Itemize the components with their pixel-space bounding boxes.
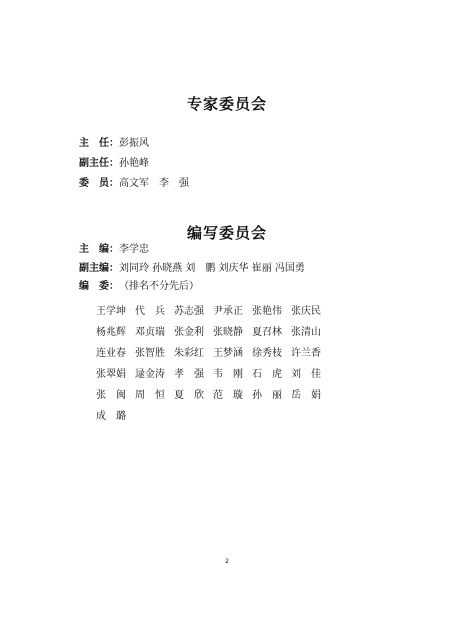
- member-name: 张晓静: [213, 327, 243, 338]
- member-name: 孝 强: [174, 369, 204, 380]
- member-name: 夏 欣: [174, 390, 204, 401]
- editorial-committee-title: 编写委员会: [186, 224, 267, 242]
- member-name: 岳 娟: [291, 390, 321, 401]
- member-name: 张智胜: [135, 348, 165, 359]
- editorial-board-label: 编 委：: [79, 281, 119, 292]
- members-row: [96, 320, 336, 341]
- member-name: 张庆民: [291, 306, 321, 317]
- expert-members-label: 委 员：: [79, 178, 119, 189]
- expert-members-row: [79, 177, 189, 191]
- members-row: [96, 341, 336, 362]
- member-name: 韦 刚: [213, 369, 243, 380]
- editorial-board-row: [79, 280, 199, 294]
- member-name: 代 兵: [135, 306, 165, 317]
- member-name: 徐秀枝: [252, 348, 282, 359]
- editor-in-chief-row: [79, 243, 149, 257]
- editor-in-chief-value: 李学忠: [119, 244, 149, 255]
- expert-director-row: [79, 137, 149, 151]
- member-name: 王学坤: [96, 306, 126, 317]
- member-name: 尹承正: [213, 306, 243, 317]
- member-name: 苏志强: [174, 306, 204, 317]
- members-row: [96, 299, 336, 320]
- member-name: 邓贞瑞: [135, 327, 165, 338]
- expert-director-value: 彭振风: [119, 138, 149, 149]
- member-name: 许兰香: [291, 348, 321, 359]
- expert-deputy-label: 副主任：: [79, 158, 119, 169]
- members-row: [96, 383, 336, 404]
- members-row: [96, 362, 336, 383]
- member-name: 周 恒: [135, 390, 165, 401]
- editor-in-chief-label: 主 编：: [79, 244, 119, 255]
- member-name: 夏召林: [252, 327, 282, 338]
- member-name: 杨兆辉: [96, 327, 126, 338]
- member-name: 石 虎: [252, 369, 282, 380]
- editorial-board-note: （排名不分先后）: [119, 281, 199, 292]
- members-row: [96, 404, 336, 425]
- deputy-editors-label: 副主编：: [79, 263, 119, 274]
- member-name: 张清山: [291, 327, 321, 338]
- member-name: 连业春: [96, 348, 126, 359]
- expert-members-value: 高文军 李 强: [119, 178, 189, 189]
- deputy-editors-row: [79, 262, 305, 276]
- member-name: 刘 佳: [291, 369, 321, 380]
- member-name: 范 璇: [213, 390, 243, 401]
- member-name: 朱彩红: [174, 348, 204, 359]
- deputy-editors-value: 刘同玲 孙晓燕 刘 鹏 刘庆华 崔丽 冯国勇: [119, 263, 305, 274]
- expert-deputy-value: 孙艳峰: [119, 158, 149, 169]
- expert-deputy-row: [79, 157, 149, 171]
- member-name: 张金利: [174, 327, 204, 338]
- expert-committee-title: 专家委员会: [186, 95, 267, 113]
- member-name: 王梦涵: [213, 348, 243, 359]
- page-number: 2: [225, 558, 229, 565]
- member-name: 逯金涛: [135, 369, 165, 380]
- member-name: 张翠娟: [96, 369, 126, 380]
- member-name: 张艳伟: [252, 306, 282, 317]
- editorial-board-members: [96, 299, 336, 425]
- member-name: 成 璐: [96, 411, 126, 422]
- member-name: 孙 丽: [252, 390, 282, 401]
- expert-director-label: 主 任：: [79, 138, 119, 149]
- member-name: 张 闽: [96, 390, 126, 401]
